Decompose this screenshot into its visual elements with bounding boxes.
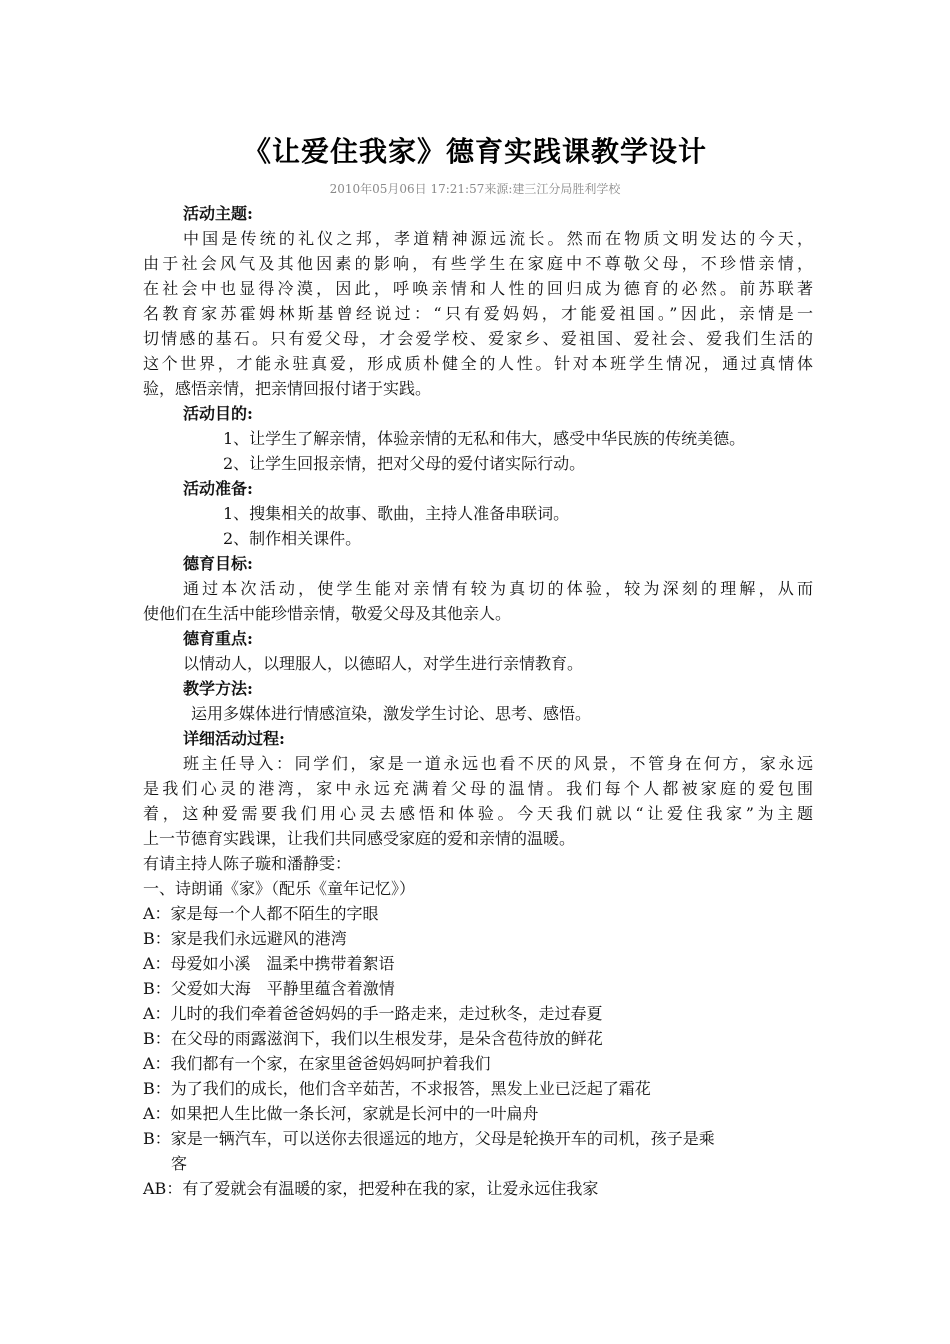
section-heading-moral: 德育目标: — [183, 554, 253, 573]
paragraph-line: 中国是传统的礼仪之邦，孝道精神源远流长。然而在物质文明发达的今天， — [183, 229, 813, 248]
paragraph-line: 切情感的基石。只有爱父母，才会爱学校、爱家乡、爱祖国、爱社会、爱我们生活的 — [143, 329, 813, 348]
paragraph-line: 上一节德育实践课，让我们共同感受家庭的爱和亲情的温暖。 — [143, 829, 576, 848]
list-item: 1、让学生了解亲情，体验亲情的无私和伟大，感受中华民族的传统美德。 — [223, 429, 746, 448]
paragraph-line: 班主任导入：同学们，家是一道永远也看不厌的风景，不管身在何方，家永远 — [183, 754, 813, 773]
paragraph-line: 运用多媒体进行情感渲染，激发学生讨论、思考、感悟。 — [191, 704, 592, 723]
host-intro: 有请主持人陈子璇和潘静雯： — [143, 854, 352, 873]
poem-line: B：家是我们永远避风的港湾 — [143, 929, 347, 948]
list-item: 1、搜集相关的故事、歌曲，主持人准备串联词。 — [223, 504, 570, 523]
paragraph-line: 通过本次活动，使学生能对亲情有较为真切的体验，较为深刻的理解，从而 — [183, 579, 813, 598]
document-body — [143, 201, 813, 1201]
publish-meta: 2010年05月06日 17:21:57来源:建三江分局胜利学校 — [329, 182, 621, 196]
paragraph-line: 以情动人，以理服人，以德昭人，对学生进行亲情教育。 — [183, 654, 584, 673]
paragraph-line: 验，感悟亲情，把亲情回报付诸于实践。 — [143, 379, 432, 398]
poem-line: A：我们都有一个家，在家里爸爸妈妈呵护着我们 — [143, 1054, 491, 1073]
section-heading-focus: 德育重点: — [183, 629, 253, 648]
section-heading-process: 详细活动过程: — [183, 729, 285, 748]
poem-line: B：父爱如大海 平静里蕴含着激情 — [143, 979, 395, 998]
poem-line: B：家是一辆汽车，可以送你去很遥远的地方，父母是轮换开车的司机，孩子是乘 — [143, 1129, 715, 1148]
poem-line: A：如果把人生比做一条长河，家就是长河中的一叶扁舟 — [143, 1104, 539, 1123]
paragraph-line: 是我们心灵的港湾，家中永远充满着父母的温情。我们每个人都被家庭的爱包围 — [143, 779, 813, 798]
section-heading-method: 教学方法: — [183, 679, 253, 698]
poem-line: B：在父母的雨露滋润下，我们以生根发芽，是朵含苞待放的鲜花 — [143, 1029, 603, 1048]
poem-line: A：家是每一个人都不陌生的字眼 — [143, 904, 379, 923]
page-title: 《让爱住我家》德育实践课教学设计 — [242, 135, 707, 168]
paragraph-line: 着，这种爱需要我们用心灵去感悟和体验。今天我们就以“让爱住我家”为主题 — [143, 804, 813, 823]
paragraph-line: 使他们在生活中能珍惜亲情，敬爱父母及其他亲人。 — [143, 604, 512, 623]
section-heading-prep: 活动准备: — [183, 479, 253, 498]
poem-title: 一、诗朗诵《家》（配乐《童年记忆》） — [143, 879, 416, 898]
paragraph-line: 名教育家苏霍姆林斯基曾经说过：“只有爱妈妈，才能爱祖国。”因此，亲情是一 — [143, 304, 813, 323]
paragraph-line: 在社会中也显得冷漠，因此，呼唤亲情和人性的回归成为德育的必然。前苏联著 — [143, 279, 813, 298]
list-item: 2、制作相关课件。 — [223, 529, 362, 548]
paragraph-line: 由于社会风气及其他因素的影响，有些学生在家庭中不尊敬父母，不珍惜亲情， — [143, 254, 813, 273]
poem-line: AB：有了爱就会有温暖的家，把爱种在我的家，让爱永远住我家 — [143, 1179, 599, 1198]
poem-line: A：儿时的我们牵着爸爸妈妈的手一路走来，走过秋冬，走过春夏 — [143, 1004, 603, 1023]
paragraph-line: 这个世界，才能永驻真爱，形成质朴健全的人性。针对本班学生情况，通过真情体 — [143, 354, 813, 373]
section-heading-theme: 活动主题: — [183, 204, 253, 223]
section-heading-goal: 活动目的: — [183, 404, 253, 423]
poem-line: A：母爱如小溪 温柔中携带着絮语 — [143, 954, 395, 973]
poem-line-wrap: 客 — [171, 1154, 188, 1173]
list-item: 2、让学生回报亲情，把对父母的爱付诸实际行动。 — [223, 454, 586, 473]
poem-line: B：为了我们的成长，他们含辛茹苦，不求报答，黑发上业已泛起了霜花 — [143, 1079, 651, 1098]
